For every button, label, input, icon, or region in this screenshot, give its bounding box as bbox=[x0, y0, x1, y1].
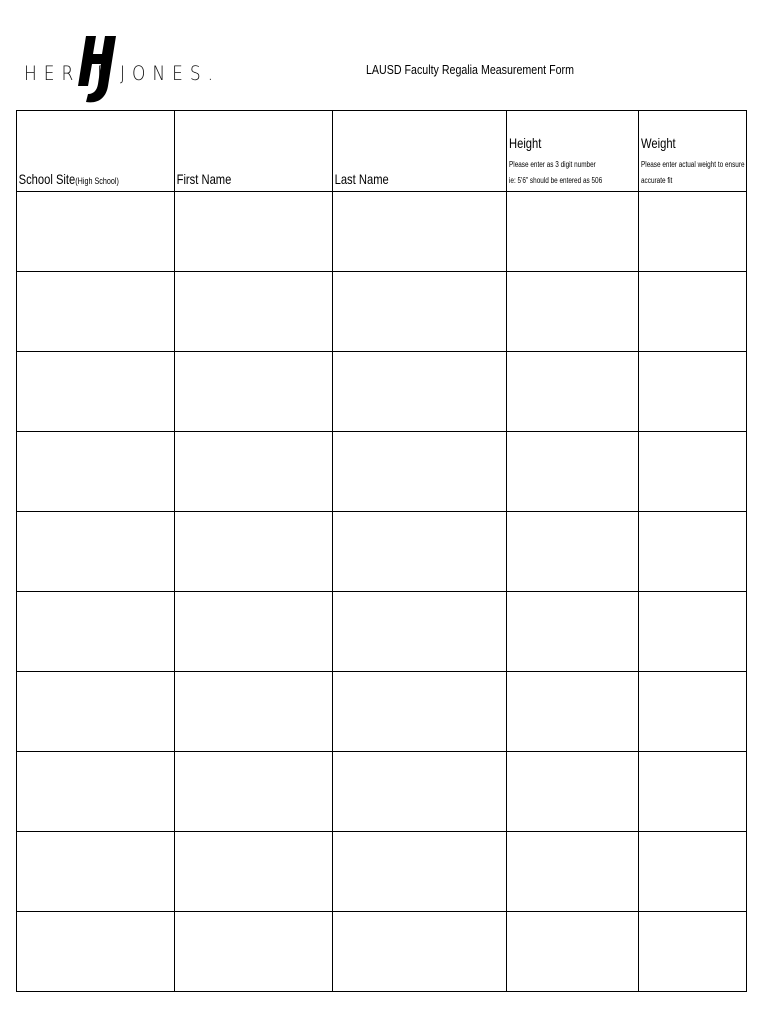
weight-cell[interactable] bbox=[639, 752, 747, 832]
last-name-cell[interactable] bbox=[333, 512, 507, 592]
height-header bbox=[507, 111, 639, 192]
first-name-cell[interactable] bbox=[175, 272, 333, 352]
table-row bbox=[17, 752, 747, 832]
table-row bbox=[17, 432, 747, 512]
weight-cell[interactable] bbox=[639, 272, 747, 352]
height-cell[interactable] bbox=[507, 512, 639, 592]
first-name-cell[interactable] bbox=[175, 352, 333, 432]
weight-cell[interactable] bbox=[639, 912, 747, 992]
first-name-cell[interactable] bbox=[175, 832, 333, 912]
form-title: LAUSD Faculty Regalia Measurement Form bbox=[366, 62, 574, 77]
school-site-cell[interactable] bbox=[17, 272, 175, 352]
school-site-cell[interactable] bbox=[17, 512, 175, 592]
last-name-label: Last Name bbox=[334, 171, 389, 187]
height-cell[interactable] bbox=[507, 912, 639, 992]
table-row bbox=[17, 832, 747, 912]
school-site-cell[interactable] bbox=[17, 672, 175, 752]
weight-cell[interactable] bbox=[639, 672, 747, 752]
school-site-cell[interactable] bbox=[17, 912, 175, 992]
last-name-cell[interactable] bbox=[333, 672, 507, 752]
weight-cell[interactable] bbox=[639, 832, 747, 912]
first-name-cell[interactable] bbox=[175, 432, 333, 512]
school-site-cell[interactable] bbox=[17, 592, 175, 672]
last-name-cell[interactable] bbox=[333, 192, 507, 272]
weight-cell[interactable] bbox=[639, 192, 747, 272]
weight-note-1: Please enter actual weight to ensure bbox=[641, 160, 745, 169]
weight-cell[interactable] bbox=[639, 352, 747, 432]
table-row bbox=[17, 272, 747, 352]
height-cell[interactable] bbox=[507, 752, 639, 832]
table-row bbox=[17, 352, 747, 432]
weight-header bbox=[639, 111, 747, 192]
first-name-cell[interactable] bbox=[175, 592, 333, 672]
last-name-cell[interactable] bbox=[333, 912, 507, 992]
school-site-cell[interactable] bbox=[17, 352, 175, 432]
height-cell[interactable] bbox=[507, 832, 639, 912]
height-cell[interactable] bbox=[507, 352, 639, 432]
table-row bbox=[17, 512, 747, 592]
weight-cell[interactable] bbox=[639, 592, 747, 672]
last-name-cell[interactable] bbox=[333, 832, 507, 912]
last-name-header bbox=[333, 111, 507, 192]
height-note-1: Please enter as 3 digit number bbox=[509, 160, 596, 169]
logo-right-text: JONES. bbox=[120, 62, 221, 86]
first-name-cell[interactable] bbox=[175, 192, 333, 272]
height-note-2: ie: 5'6" should be entered as 506 bbox=[509, 176, 603, 185]
table-row bbox=[17, 672, 747, 752]
logo-left-text: HERFF bbox=[24, 62, 114, 86]
last-name-cell[interactable] bbox=[333, 432, 507, 512]
table-row bbox=[17, 192, 747, 272]
herff-jones-logo bbox=[24, 34, 221, 106]
weight-note-2: accurate fit bbox=[641, 176, 673, 185]
table-row bbox=[17, 592, 747, 672]
last-name-cell[interactable] bbox=[333, 752, 507, 832]
first-name-header bbox=[175, 111, 333, 192]
school-site-header bbox=[17, 111, 175, 192]
height-cell[interactable] bbox=[507, 192, 639, 272]
height-cell[interactable] bbox=[507, 592, 639, 672]
measurement-table bbox=[16, 110, 747, 992]
weight-label: Weight bbox=[641, 135, 676, 151]
height-cell[interactable] bbox=[507, 432, 639, 512]
first-name-cell[interactable] bbox=[175, 672, 333, 752]
first-name-cell[interactable] bbox=[175, 512, 333, 592]
header-row bbox=[17, 111, 747, 192]
height-label: Height bbox=[509, 135, 542, 151]
school-site-cell[interactable] bbox=[17, 832, 175, 912]
height-cell[interactable] bbox=[507, 672, 639, 752]
first-name-label: First Name bbox=[176, 171, 232, 187]
last-name-cell[interactable] bbox=[333, 592, 507, 672]
first-name-cell[interactable] bbox=[175, 912, 333, 992]
table-row bbox=[17, 912, 747, 992]
last-name-cell[interactable] bbox=[333, 352, 507, 432]
weight-cell[interactable] bbox=[639, 432, 747, 512]
last-name-cell[interactable] bbox=[333, 272, 507, 352]
weight-cell[interactable] bbox=[639, 512, 747, 592]
school-site-label: School Site bbox=[18, 171, 76, 187]
school-site-cell[interactable] bbox=[17, 432, 175, 512]
hj-monogram-icon bbox=[72, 34, 120, 106]
height-cell[interactable] bbox=[507, 272, 639, 352]
first-name-cell[interactable] bbox=[175, 752, 333, 832]
school-site-cell[interactable] bbox=[17, 192, 175, 272]
school-site-cell[interactable] bbox=[17, 752, 175, 832]
school-site-sublabel: (High School) bbox=[75, 176, 119, 186]
